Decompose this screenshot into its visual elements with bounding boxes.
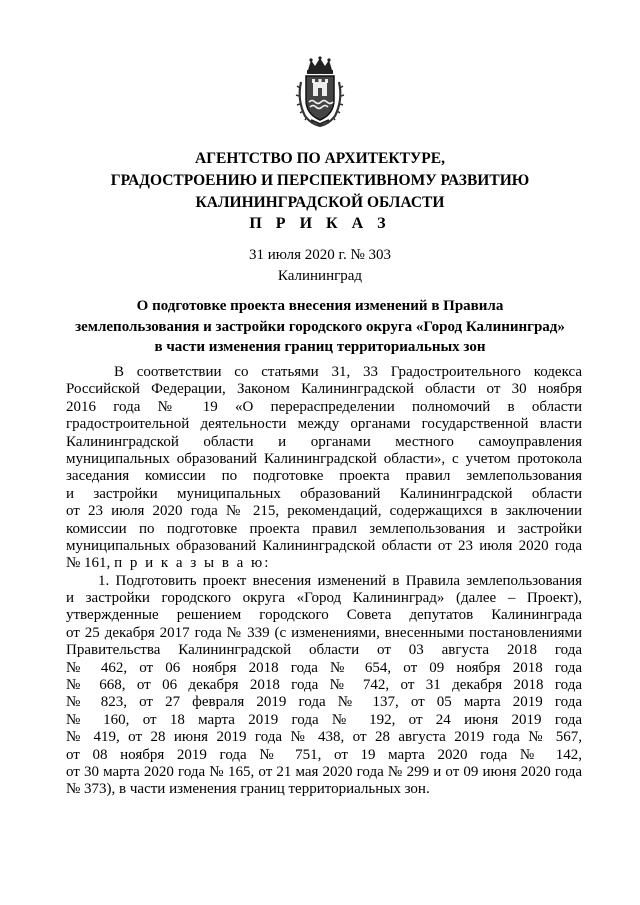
document-date-number: 31 июля 2020 г. № 303: [248, 247, 392, 263]
agency-line: КАЛИНИНГРАДСКОЙ ОБЛАСТИ: [195, 194, 445, 211]
body-line: № 462, от 06 ноября 2018 года № 654, от 09 ноября 2018 года: [66, 659, 582, 676]
order-word: п р и к а з ы в а ю:: [114, 555, 271, 572]
body-line: № 823, от 27 февраля 2019 года № 137, от 05 марта 2019 года: [66, 694, 582, 711]
body-line: Калининградской области и органами местного самоуправления: [66, 433, 582, 450]
agency-line: АГЕНТСТВО ПО АРХИТЕКТУРЕ,: [195, 150, 445, 167]
body-line: от 25 декабря 2017 года № 339 (с изменениями, внесенными постановлениями: [66, 624, 582, 641]
agency-line: ГРАДОСТРОЕНИЮ И ПЕРСПЕКТИВНОМУ РАЗВИТИЮ: [110, 172, 530, 189]
body-line: муниципальных образований Калининградской области от 23 июля 2020 года: [66, 537, 582, 554]
body-line: муниципальных образований Калининградской области», с учетом протокола: [66, 450, 582, 467]
body-line: № 160, от 18 марта 2019 года № 192, от 24 июня 2019 года: [66, 711, 582, 728]
body-line: от 08 ноября 2019 года № 751, от 19 марта 2020 года № 142,: [66, 746, 582, 763]
document-city: Калининград: [277, 268, 363, 284]
document-subject: [60, 296, 580, 358]
agency-name: [60, 148, 580, 214]
body-line: и застройки городского округа «Город Калининград» (далее – Проект),: [66, 590, 582, 607]
body-line: и застройки муниципальных образований Калининградской области: [66, 485, 582, 502]
body-line: № 373), в части изменения границ территориальных зон.: [66, 781, 430, 798]
kaliningrad-coat-of-arms-icon: [295, 56, 345, 128]
body-line: от 23 июля 2020 года № 215, рекомендаций, содержащихся в заключении: [66, 503, 582, 520]
body-line: В соответствии со статьями 31, 33 Градостроительного кодекса: [114, 364, 582, 380]
subject-line: в части изменения границ территориальных зон: [154, 339, 486, 355]
body-line: комиссии по подготовке проекта правил землепользования и застройки: [66, 520, 582, 537]
body-line: 1. Подготовить проект внесения изменений в Правила землепользования: [98, 572, 582, 589]
body-line: от 30 марта 2020 года № 165, от 21 мая 2020 года № 299 и от 09 июня 2020 года: [66, 763, 582, 780]
body-line: № 668, от 06 декабря 2018 года № 742, от 31 декабря 2018 года: [66, 677, 582, 694]
document-body: [66, 364, 582, 799]
body-line: № 419, от 28 июня 2019 года № 438, от 28 августа 2019 года № 567,: [66, 729, 582, 746]
body-line-final: [66, 555, 582, 572]
body-line: Российской Федерации, Законом Калининградской области от 30 ноября: [66, 381, 582, 398]
body-line: заседания комиссии по подготовке проекта правил землепользования: [66, 468, 582, 485]
body-line: градостроительной деятельности между органами государственной власти: [66, 416, 582, 433]
body-line: 2016 года № 19 «О перераспределении полномочий в области: [66, 398, 582, 415]
document-meta: [60, 245, 580, 287]
subject-line: О подготовке проекта внесения изменений в Правила: [136, 298, 504, 314]
subject-line: землепользования и застройки городского округа «Город Калининград»: [75, 318, 565, 335]
document-type-title: П Р И К А З: [249, 215, 391, 232]
body-line: утвержденные решением городского Совета депутатов Калининграда: [66, 607, 582, 624]
order-number-ref: № 161,: [66, 555, 115, 572]
body-line: Правительства Калининградской области от 03 августа 2018 года: [66, 642, 582, 659]
